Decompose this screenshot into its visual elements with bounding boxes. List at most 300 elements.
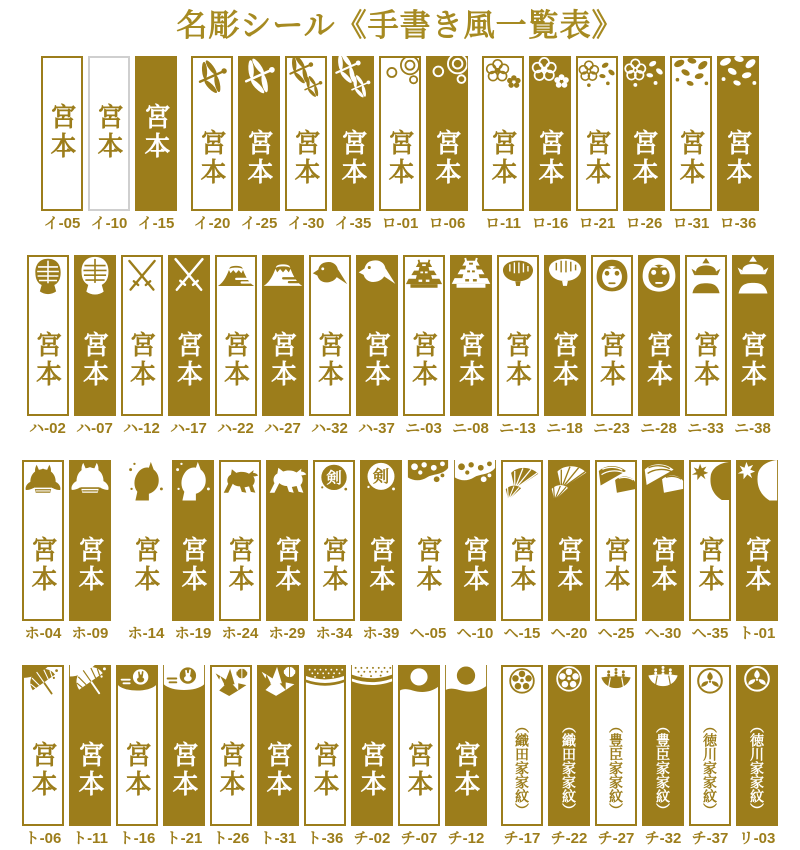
horse-icon	[266, 460, 308, 512]
seal-strip	[736, 460, 778, 621]
ken-seal-icon	[360, 460, 402, 512]
seal-code-label: ト-11	[72, 830, 108, 847]
seal-cell[interactable]	[356, 255, 398, 438]
seal-strip	[304, 665, 346, 826]
seal-code-label: ヘ-10	[456, 625, 494, 642]
seal-name-text: 宮本	[357, 740, 387, 799]
seal-cell[interactable]	[351, 665, 393, 848]
seal-code-label: ホ-29	[268, 625, 306, 642]
seal-strip	[736, 665, 778, 826]
seal-name-text: 宮本	[408, 330, 439, 389]
seal-code-label: ホ-14	[127, 625, 165, 642]
moon-hill-icon	[400, 667, 438, 719]
kendo-men-icon	[74, 255, 116, 307]
seal-name-text: 宮本	[169, 740, 199, 799]
pine-icon	[499, 257, 537, 309]
seal-grid	[0, 56, 800, 848]
seal-group	[482, 56, 759, 233]
seal-name-text: 宮本	[173, 330, 204, 389]
seal-cell[interactable]	[426, 56, 468, 233]
kabuto-icon	[24, 462, 62, 514]
seal-code-label: ハ-12	[123, 420, 160, 437]
seal-cell[interactable]	[22, 665, 64, 848]
seal-name-text: 宮本	[455, 330, 486, 389]
seal-code-label: ト-06	[24, 830, 62, 847]
seal-cell[interactable]	[398, 665, 440, 848]
seal-code-label: ホ-34	[315, 625, 353, 642]
seal-strip	[642, 665, 684, 826]
seal-cell[interactable]	[257, 665, 299, 848]
seal-cell[interactable]	[41, 56, 83, 233]
seal-name-text: 宮本	[131, 535, 161, 594]
warrior-icon	[687, 257, 725, 309]
seal-name-text: 宮本	[141, 102, 171, 161]
seal-cell[interactable]	[125, 460, 167, 643]
seal-name-text: 宮本	[216, 740, 246, 799]
seal-code-label: ニ-03	[405, 420, 442, 437]
seal-strip	[116, 665, 158, 826]
seal-cell[interactable]	[172, 460, 214, 643]
seal-cell[interactable]	[548, 665, 590, 848]
seal-strip	[689, 460, 731, 621]
seal-name-text: 宮本	[178, 535, 208, 594]
seal-name-text: （徳川家家紋）	[702, 718, 718, 817]
seal-name-text: 宮本	[79, 330, 110, 389]
seal-code-label: ハ-27	[264, 420, 301, 437]
seal-cell[interactable]	[262, 255, 304, 438]
seal-cell[interactable]	[595, 460, 637, 643]
seal-strip	[591, 255, 633, 416]
seal-name-text: 宮本	[723, 128, 753, 187]
seal-strip	[689, 665, 731, 826]
seal-code-label: ロ-26	[625, 215, 663, 232]
seal-group	[27, 255, 774, 438]
seal-cell[interactable]	[450, 255, 492, 438]
seal-code-label: ロ-11	[485, 215, 521, 232]
shinai-icon	[168, 255, 210, 307]
seal-name-text: 宮本	[75, 740, 105, 799]
seal-code-label: ホ-04	[24, 625, 62, 642]
seal-strip	[685, 255, 727, 416]
seal-cell[interactable]	[529, 56, 571, 233]
seal-strip	[360, 460, 402, 621]
seal-code-label: ホ-24	[221, 625, 259, 642]
seal-cell[interactable]	[69, 665, 111, 848]
dragonfly-icon	[193, 58, 231, 110]
seal-cell[interactable]	[168, 255, 210, 438]
seal-cell[interactable]	[689, 665, 731, 848]
seal-cell[interactable]	[121, 255, 163, 438]
seal-cell[interactable]	[736, 460, 778, 643]
seal-code-label: ロ-21	[578, 215, 616, 232]
seal-name-text: 宮本	[244, 128, 274, 187]
seal-strip	[238, 56, 280, 211]
seal-cell[interactable]	[685, 255, 727, 438]
seal-name-text: 宮本	[488, 128, 518, 187]
seal-code-label: ヘ-20	[550, 625, 588, 642]
fuji-icon	[217, 257, 255, 309]
oda-crest-icon	[548, 665, 590, 709]
plum-icon	[484, 58, 522, 110]
seal-cell[interactable]	[238, 56, 280, 233]
seal-code-label: ト-21	[165, 830, 203, 847]
seal-code-label: ニ-08	[452, 420, 489, 437]
seal-code-label: ホ-19	[174, 625, 212, 642]
seal-name-text: 宮本	[197, 128, 227, 187]
seal-name-text: 宮本	[502, 330, 533, 389]
seal-code-label: ト-01	[738, 625, 776, 642]
seal-strip	[69, 460, 111, 621]
seal-strip	[313, 460, 355, 621]
seal-cell[interactable]	[595, 665, 637, 848]
seal-code-label: ヘ-25	[597, 625, 635, 642]
seal-code-label: チ-32	[644, 830, 682, 847]
seal-name-text: 宮本	[94, 102, 124, 161]
seal-name-text: 宮本	[319, 535, 349, 594]
seal-strip	[219, 460, 261, 621]
seal-strip	[670, 56, 712, 211]
shinai-icon	[123, 257, 161, 309]
clouds-icon	[454, 460, 496, 512]
seal-strip	[482, 56, 524, 211]
dragonfly-icon	[238, 56, 280, 108]
seal-strip	[501, 665, 543, 826]
seal-cell[interactable]	[215, 255, 257, 438]
seal-group	[22, 460, 111, 643]
seal-cell[interactable]	[642, 665, 684, 848]
daruma-icon	[638, 255, 680, 307]
seal-row	[0, 56, 800, 233]
seal-cell[interactable]	[135, 56, 177, 233]
dragonfly2-icon	[332, 56, 374, 108]
seal-cell[interactable]	[403, 255, 445, 438]
seal-code-label: チ-22	[550, 830, 588, 847]
seal-cell[interactable]	[219, 460, 261, 643]
seal-name-text: 宮本	[75, 535, 105, 594]
aoi-crest-icon	[691, 667, 729, 711]
seal-name-text: 宮本	[385, 128, 415, 187]
seal-group	[41, 56, 177, 233]
seal-code-label: ロ-31	[672, 215, 710, 232]
seal-strip	[27, 255, 69, 416]
seal-code-label: ハ-17	[170, 420, 207, 437]
seal-strip	[544, 255, 586, 416]
bird-icon	[356, 255, 398, 307]
seal-name-text: 宮本	[310, 740, 340, 799]
seal-cell[interactable]	[210, 665, 252, 848]
seal-name-text: 宮本	[291, 128, 321, 187]
seal-name-text: 宮本	[122, 740, 152, 799]
seal-cell[interactable]	[74, 255, 116, 438]
crane-icon	[257, 665, 299, 717]
seal-name-text: 宮本	[629, 128, 659, 187]
seal-name-text: （徳川家家紋）	[749, 718, 765, 817]
seal-cell[interactable]	[642, 460, 684, 643]
kendo-men-icon	[29, 257, 67, 309]
kiri-crest-icon	[597, 667, 635, 711]
seal-group	[501, 665, 778, 848]
seal-code-label: ヘ-05	[409, 625, 447, 642]
seal-cell[interactable]	[379, 56, 421, 233]
seal-code-label: ロ-36	[719, 215, 757, 232]
seal-strip	[403, 255, 445, 416]
seal-strip	[210, 665, 252, 826]
seal-name-text: 宮本	[314, 330, 345, 389]
plum-icon	[529, 56, 571, 108]
seal-cell[interactable]	[88, 56, 130, 233]
maple-hill-icon	[691, 462, 729, 514]
fuji-icon	[262, 255, 304, 307]
seal-cell[interactable]	[576, 56, 618, 233]
seal-name-text: 宮本	[28, 535, 58, 594]
seal-strip	[266, 460, 308, 621]
seal-strip	[163, 665, 205, 826]
seal-cell[interactable]	[332, 56, 374, 233]
moon-rabbit-icon	[163, 665, 205, 717]
seal-cell[interactable]	[732, 255, 774, 438]
seal-cell[interactable]	[717, 56, 759, 233]
seal-strip	[351, 665, 393, 826]
seal-cell[interactable]	[407, 460, 449, 643]
maple-hill-icon	[736, 460, 778, 512]
seal-cell[interactable]	[309, 255, 351, 438]
seal-strip	[717, 56, 759, 211]
seal-strip	[548, 665, 590, 826]
moon-rabbit-icon	[118, 667, 156, 719]
seal-cell[interactable]	[482, 56, 524, 233]
seal-strip	[88, 56, 130, 211]
seal-cell[interactable]	[454, 460, 496, 643]
seal-strip	[497, 255, 539, 416]
seal-strip	[172, 460, 214, 621]
seal-cell[interactable]	[22, 460, 64, 643]
seal-row	[0, 255, 800, 438]
seal-cell[interactable]	[736, 665, 778, 848]
seal-name-text: 宮本	[582, 128, 612, 187]
seal-strip	[74, 255, 116, 416]
seal-code-label: ハ-32	[311, 420, 348, 437]
seal-name-text: 宮本	[596, 330, 627, 389]
seal-code-label: チ-37	[691, 830, 729, 847]
seal-strip	[121, 255, 163, 416]
fan-icon	[548, 460, 590, 512]
seal-group	[191, 56, 468, 233]
seal-strip	[445, 665, 487, 826]
aoi-crest-icon	[736, 665, 778, 709]
pine-icon	[544, 255, 586, 307]
seal-name-text: 宮本	[404, 740, 434, 799]
seal-code-label: ヘ-30	[644, 625, 682, 642]
seal-name-text: 宮本	[507, 535, 537, 594]
seal-name-text: 宮本	[225, 535, 255, 594]
seal-code-label: ト-16	[118, 830, 156, 847]
seal-cell[interactable]	[548, 460, 590, 643]
seal-code-label: チ-17	[503, 830, 541, 847]
seal-code-label: イ-10	[90, 215, 128, 232]
seal-cell[interactable]	[266, 460, 308, 643]
seal-code-label: ニ-28	[640, 420, 677, 437]
seal-name-text: 宮本	[361, 330, 392, 389]
seal-cell[interactable]	[445, 665, 487, 848]
seal-code-label: イ-05	[43, 215, 81, 232]
seal-strip	[529, 56, 571, 211]
seal-name-text: 宮本	[690, 330, 721, 389]
seal-strip	[257, 665, 299, 826]
seal-strip	[454, 460, 496, 621]
seal-name-text: 宮本	[338, 128, 368, 187]
seal-strip	[576, 56, 618, 211]
kiri-crest-icon	[642, 665, 684, 709]
seal-code-label: ハ-07	[76, 420, 113, 437]
seal-code-label: ロ-16	[531, 215, 569, 232]
seal-strip	[191, 56, 233, 211]
petals-icon	[717, 56, 759, 108]
seal-cell[interactable]	[670, 56, 712, 233]
seal-cell[interactable]	[69, 460, 111, 643]
seal-cell[interactable]	[623, 56, 665, 233]
fan-icon	[503, 462, 541, 514]
seal-cell[interactable]	[163, 665, 205, 848]
seal-code-label: イ-15	[137, 215, 175, 232]
seal-name-text: 宮本	[366, 535, 396, 594]
umbrella-icon	[69, 665, 111, 717]
petals-icon	[672, 58, 710, 110]
seal-code-label: イ-35	[334, 215, 372, 232]
seal-name-text: 宮本	[32, 330, 63, 389]
seal-cell[interactable]	[501, 460, 543, 643]
seal-strip	[41, 56, 83, 211]
seal-code-label: チ-02	[353, 830, 391, 847]
seal-name-text: 宮本	[648, 535, 678, 594]
daruma-icon	[593, 257, 631, 309]
seal-strip	[398, 665, 440, 826]
seal-strip	[262, 255, 304, 416]
seal-cell[interactable]	[360, 460, 402, 643]
seal-code-label: ト-26	[212, 830, 250, 847]
umbrella-icon	[24, 667, 62, 719]
seal-name-text: 宮本	[432, 128, 462, 187]
seal-code-label: チ-27	[597, 830, 635, 847]
bird-icon	[311, 257, 349, 309]
seal-cell[interactable]	[689, 460, 731, 643]
seal-strip	[215, 255, 257, 416]
seal-name-text: （織田家家紋）	[514, 718, 530, 817]
profile-icon	[125, 460, 167, 512]
seal-strip	[623, 56, 665, 211]
seal-name-text: （豊臣家家紋）	[608, 718, 624, 817]
seal-name-text: 宮本	[676, 128, 706, 187]
seal-strip	[168, 255, 210, 416]
seal-code-label: ニ-33	[687, 420, 724, 437]
seal-name-text: 宮本	[643, 330, 674, 389]
seal-cell[interactable]	[116, 665, 158, 848]
seal-name-text: （織田家家紋）	[561, 718, 577, 817]
seal-code-label: ヘ-35	[691, 625, 729, 642]
seal-cell[interactable]	[501, 665, 543, 848]
seal-strip	[22, 665, 64, 826]
seal-row	[0, 665, 800, 848]
seal-strip	[22, 460, 64, 621]
seal-name-text: 宮本	[742, 535, 772, 594]
seal-cell[interactable]	[591, 255, 633, 438]
sakura-icon	[578, 58, 616, 110]
seal-cell[interactable]	[544, 255, 586, 438]
seal-code-label: イ-30	[287, 215, 325, 232]
seal-name-text: （豊臣家家紋）	[655, 718, 671, 817]
seal-code-label: リ-03	[738, 830, 776, 847]
seal-code-label: ロ-06	[428, 215, 466, 232]
seal-strip	[732, 255, 774, 416]
seal-code-label: ヘ-15	[503, 625, 541, 642]
ken-seal-icon	[315, 462, 353, 514]
seal-name-text: 宮本	[601, 535, 631, 594]
komon-band-icon	[351, 665, 393, 717]
seal-row	[0, 460, 800, 643]
moon-hill-icon	[445, 665, 487, 717]
seal-code-label: チ-07	[400, 830, 438, 847]
crane-icon	[212, 667, 250, 719]
seal-strip	[548, 460, 590, 621]
dragonfly2-icon	[287, 58, 325, 110]
seal-strip	[501, 460, 543, 621]
seal-code-label: ロ-01	[381, 215, 419, 232]
seal-strip	[135, 56, 177, 211]
seal-code-label: イ-20	[193, 215, 231, 232]
seal-name-text: 宮本	[451, 740, 481, 799]
seal-name-text: 宮本	[126, 330, 157, 389]
seal-name-text: 宮本	[267, 330, 298, 389]
clouds-icon	[407, 460, 449, 512]
seal-cell[interactable]	[191, 56, 233, 233]
oda-crest-icon	[503, 667, 541, 711]
seal-code-label: ホ-39	[362, 625, 400, 642]
seal-code-label: ニ-23	[593, 420, 630, 437]
castle-icon	[405, 257, 443, 309]
seal-name-text: 宮本	[460, 535, 490, 594]
seal-strip	[407, 460, 449, 621]
castle-icon	[450, 255, 492, 307]
seal-strip	[309, 255, 351, 416]
warrior-icon	[732, 255, 774, 307]
sakura-icon	[623, 56, 665, 108]
profile-icon	[172, 460, 214, 512]
fans2-icon	[597, 462, 635, 514]
seal-code-label: ト-31	[259, 830, 297, 847]
fans2-icon	[642, 460, 684, 512]
seal-name-text: 宮本	[220, 330, 251, 389]
seal-strip	[426, 56, 468, 211]
seal-name-text: 宮本	[47, 102, 77, 161]
seal-cell[interactable]	[304, 665, 346, 848]
seal-cell[interactable]	[27, 255, 69, 438]
seal-strip	[285, 56, 327, 211]
seal-code-label: ト-36	[306, 830, 344, 847]
seal-strip	[595, 460, 637, 621]
seal-code-label: ホ-09	[71, 625, 109, 642]
seal-cell[interactable]	[497, 255, 539, 438]
seal-cell[interactable]	[638, 255, 680, 438]
seal-cell[interactable]	[285, 56, 327, 233]
seal-strip	[69, 665, 111, 826]
seal-cell[interactable]	[313, 460, 355, 643]
komon-band-icon	[306, 667, 344, 719]
seal-name-text: 宮本	[535, 128, 565, 187]
seal-strip	[642, 460, 684, 621]
seal-name-text: 宮本	[695, 535, 725, 594]
seal-name-text: 宮本	[263, 740, 293, 799]
swirl-icon	[426, 56, 468, 108]
seal-code-label: ニ-18	[546, 420, 583, 437]
